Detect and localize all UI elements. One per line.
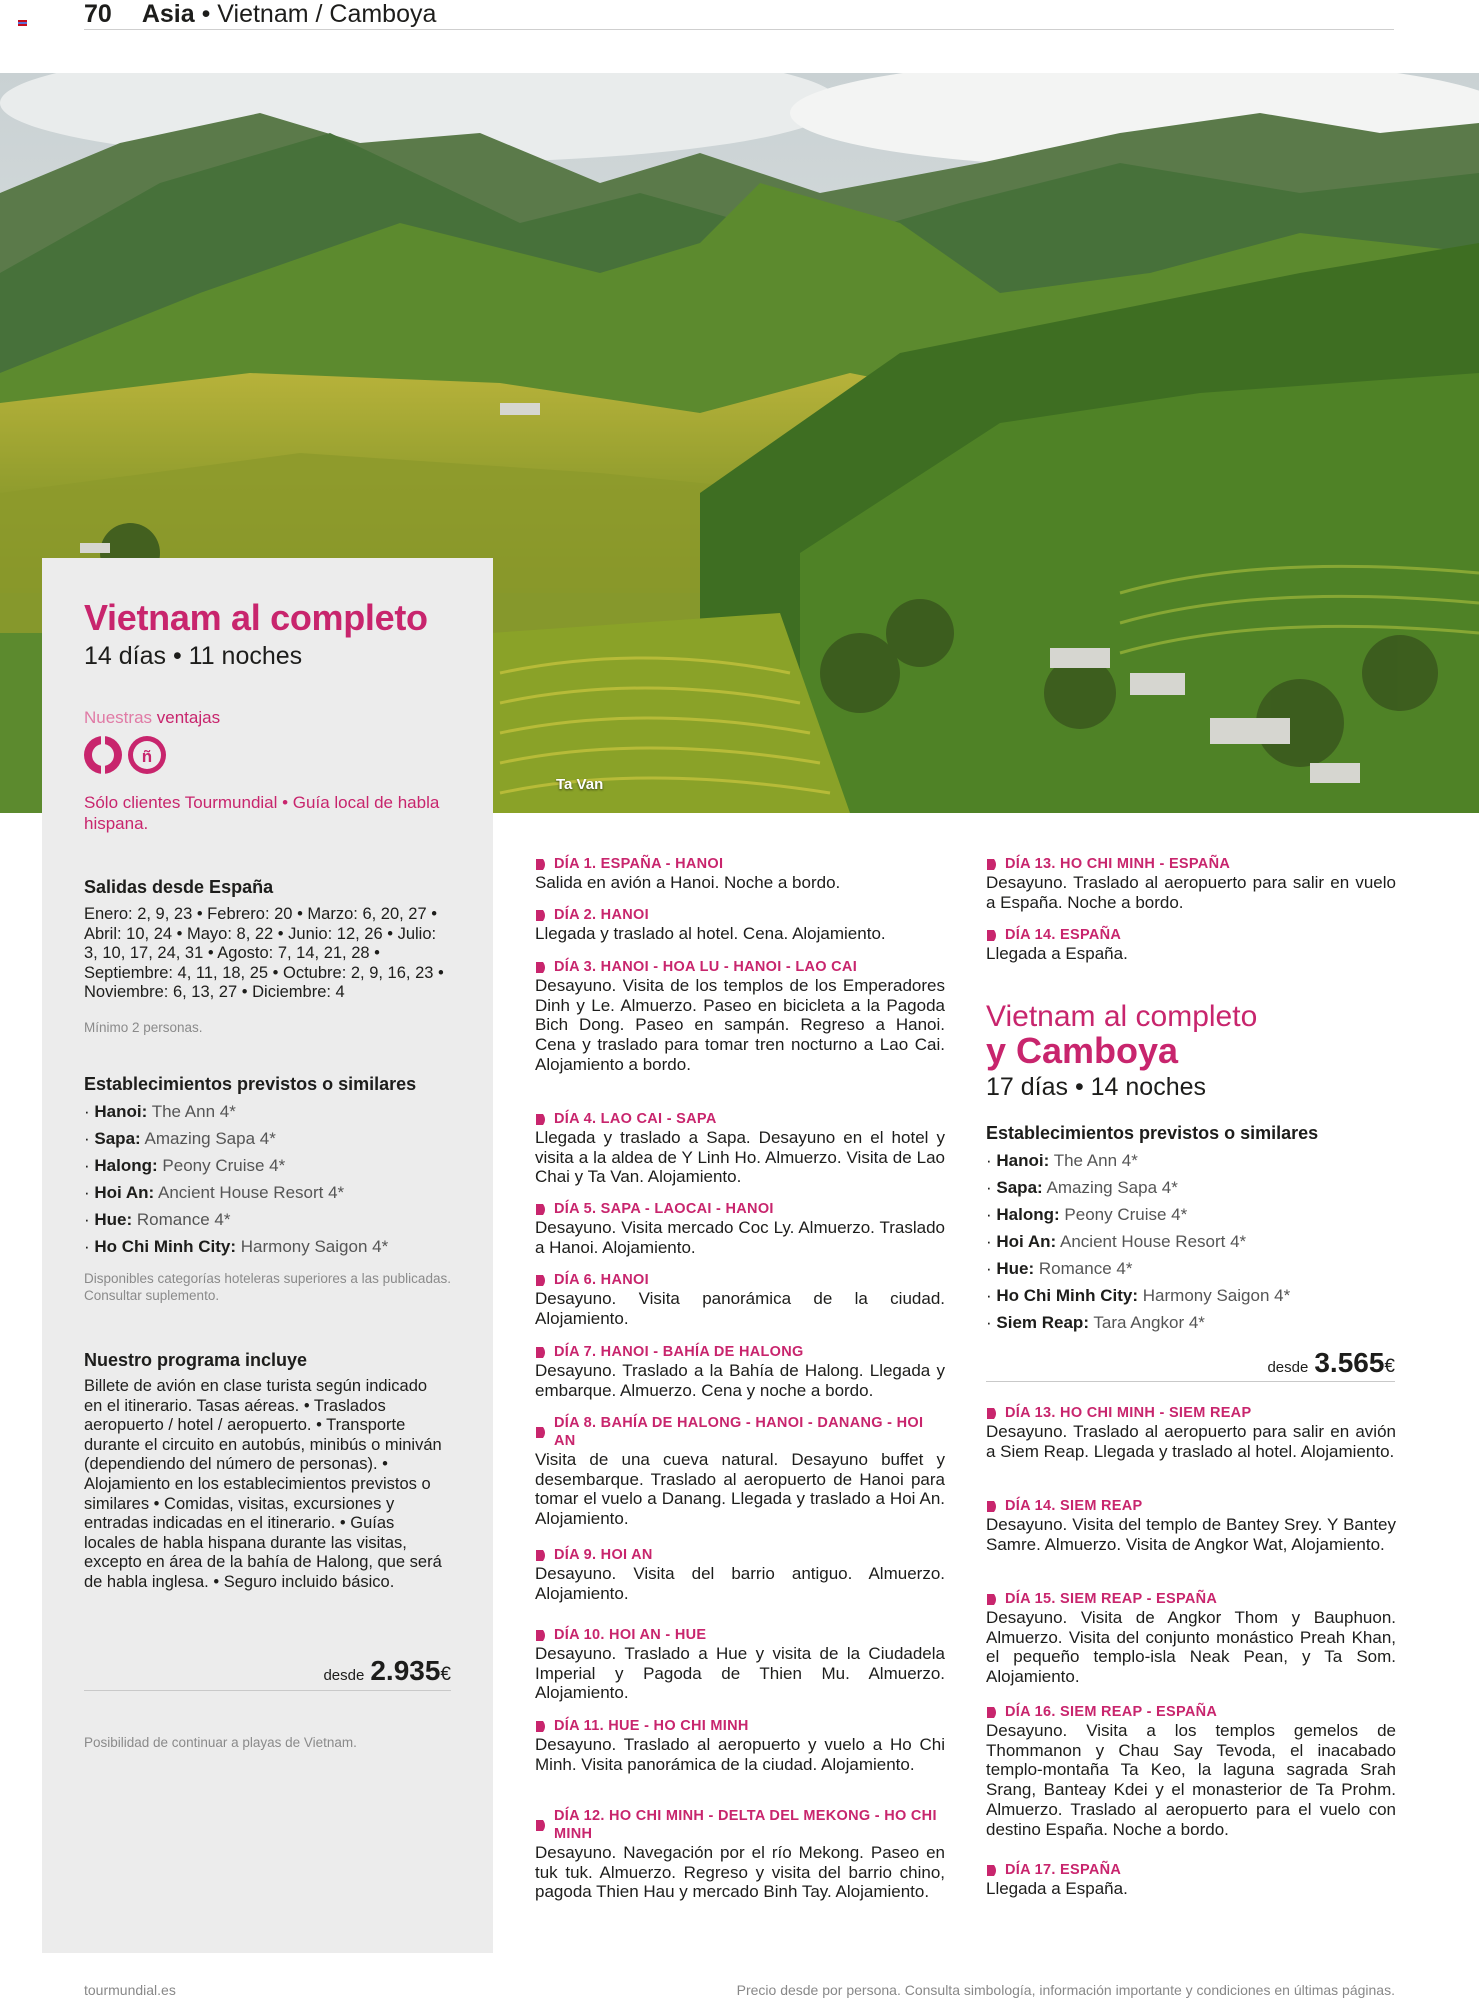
trip-title: Vietnam al completo <box>84 597 428 638</box>
day-description: Desayuno. Traslado al aeropuerto para salir en vuelo a España. Noche a bordo. <box>986 873 1396 912</box>
day-bullet-icon <box>986 1407 999 1420</box>
day-description: Desayuno. Visita de los templos de los Emperadores Dinh y Le. Almuerzo. Paseo en bicicleta a la Pagoda Bich Dong. Paseo en sampán. Regreso a Hanoi. Cena y traslado para tomar tren nocturno a Lao Cai. Alojamiento a bordo. <box>535 976 945 1074</box>
svg-text:ñ: ñ <box>141 747 153 766</box>
itinerary-day <box>535 1546 945 1603</box>
day-title-text: DÍA 14. ESPAÑA <box>1005 927 1122 943</box>
includes-text: Billete de avión en clase turista según indicado en el itinerario. Tasas aéreas. • Traslados aeropuerto / hotel / aeropuerto. • Transporte durante el circuito en autobús, minibús o miniván (dependiendo del número de personas). • Alojamiento en los establecimientos previstos o similares • Comidas, visitas, excursiones y entradas indicadas en el itinerario. • Guías locales de habla hispana durante las visitas, excepto en área de la bahía de Halong, que será de habla inglesa. • Seguro incluido básico. <box>84 1377 442 1591</box>
hotel-name: Amazing Sapa 4* <box>144 1129 276 1148</box>
itinerary-day <box>986 1590 1396 1687</box>
trip2-hotels-list <box>986 1147 1290 1336</box>
day-title-text: DÍA 3. HANOI - HOA LU - HANOI - LAO CAI <box>554 959 858 975</box>
itinerary-day <box>986 1703 1396 1839</box>
day-title <box>535 1626 945 1644</box>
day-description: Desayuno. Traslado al aeropuerto y vuelo a Ho Chi Minh. Visita panorámica de la ciudad. Alojamiento. <box>535 1735 945 1774</box>
day-description: Desayuno. Traslado a Hue y visita de la Ciudadela Imperial y Pagoda de Thien Mu. Almuerzo. Alojamiento. <box>535 1644 945 1703</box>
day-bullet-icon <box>986 1593 999 1606</box>
day-bullet-icon <box>535 961 548 974</box>
day-description: Visita de una cueva natural. Desayuno buffet y desembarque. Traslado al aeropuerto de Hanoi para tomar el vuelo a Danang. Llegada y traslado a Hoi An. Alojamiento. <box>535 1450 945 1529</box>
day-title-text: DÍA 9. HOI AN <box>554 1547 653 1563</box>
day-title-text: DÍA 7. HANOI - BAHÍA DE HALONG <box>554 1344 804 1360</box>
day-bullet-icon <box>535 1274 548 1287</box>
itinerary-day <box>535 1343 945 1400</box>
day-title <box>986 1861 1396 1879</box>
itinerary-day <box>986 1404 1396 1461</box>
header-separator: • <box>201 0 211 28</box>
day-description: Desayuno. Visita del templo de Bantey Srey. Y Bantey Samre. Almuerzo. Visita de Angkor Wat, Alojamiento. <box>986 1515 1396 1554</box>
day-bullet-icon <box>535 1113 548 1126</box>
day-bullet-icon <box>986 1500 999 1513</box>
day-title <box>986 855 1396 873</box>
itinerary-day <box>535 906 945 944</box>
day-title <box>986 1590 1396 1608</box>
day-description: Desayuno. Visita mercado Coc Ly. Almuerzo. Traslado a Hanoi. Alojamiento. <box>535 1218 945 1257</box>
price-value: 3.565 <box>1314 1347 1385 1378</box>
departures-note: Mínimo 2 personas. <box>84 1020 203 1035</box>
trip2-duration: 17 días • 14 noches <box>986 1073 1207 1101</box>
itinerary-day <box>986 926 1396 964</box>
day-description: Desayuno. Visita a los templos gemelos de Thommanon y Chau Say Tevoda, el inacabado templo-montaña Ta Keo, la laguna sagrada Srah Srang, Banteay Kdei y el monasterior de Ta Prohm. Almuerzo. Traslado al aeropuerto para el vuelo con destino España. Noche a bordo. <box>986 1721 1396 1839</box>
day-title <box>535 1343 945 1361</box>
day-bullet-icon <box>535 1203 548 1216</box>
hotel-city: Hue: <box>94 1210 133 1229</box>
hotel-city: Halong: <box>996 1205 1060 1224</box>
departures-heading: Salidas desde España <box>84 877 274 897</box>
hotel-name: Ancient House Resort 4* <box>158 1183 345 1202</box>
day-description: Desayuno. Traslado a la Bahía de Halong. Llegada y embarque. Almuerzo. Cena y noche a bordo. <box>535 1361 945 1400</box>
hotel-item <box>986 1255 1290 1282</box>
hotels-note: Disponibles categorías hoteleras superiores a las publicadas. Consultar suplemento. <box>84 1271 451 1303</box>
day-description: Llegada a España. <box>986 944 1128 963</box>
price-value: 2.935 <box>370 1655 441 1686</box>
hotel-city: Ho Chi Minh City: <box>996 1286 1139 1305</box>
day-description: Desayuno. Visita del barrio antiguo. Almuerzo. Alojamiento. <box>535 1564 945 1603</box>
day-bullet-icon <box>535 1346 548 1359</box>
hotel-item <box>986 1282 1290 1309</box>
price-trip1 <box>323 1655 451 1687</box>
day-title-text: DÍA 13. HO CHI MINH - ESPAÑA <box>1005 856 1231 872</box>
hotel-city: Ho Chi Minh City: <box>94 1237 237 1256</box>
day-description: Desayuno. Visita panorámica de la ciudad. Alojamiento. <box>535 1289 945 1328</box>
day-bullet-icon <box>535 858 548 871</box>
day-title-text: DÍA 14. SIEM REAP <box>1005 1498 1143 1514</box>
divider <box>986 1381 1395 1382</box>
hotel-item <box>986 1309 1290 1336</box>
day-description: Llegada y traslado a Sapa. Desayuno en el hotel y visita a la aldea de Y Linh Ho. Almuerzo. Visita de Lao Chai y Ta Van. Alojamiento. <box>535 1128 945 1187</box>
advantages-icons <box>84 734 168 776</box>
advantages-text: Sólo clientes Tourmundial • Guía local de habla hispana. <box>84 793 440 833</box>
hotel-name: Harmony Saigon 4* <box>1142 1286 1291 1305</box>
day-title <box>986 1497 1396 1515</box>
itinerary-day <box>535 1414 945 1529</box>
hotel-city: Sapa: <box>94 1129 141 1148</box>
hotel-name: The Ann 4* <box>1053 1151 1138 1170</box>
hotel-item <box>986 1201 1290 1228</box>
day-title <box>986 1703 1396 1721</box>
price-prefix: desde <box>1267 1359 1309 1376</box>
itinerary-day <box>535 1626 945 1703</box>
hotel-name: Peony Cruise 4* <box>162 1156 286 1175</box>
day-title-text: DÍA 8. BAHÍA DE HALONG - HANOI - DANANG - HOI AN <box>554 1415 924 1449</box>
day-title <box>535 1807 945 1843</box>
footer-note: Precio desde por persona. Consulta simbología, información importante y condiciones en últimas páginas. <box>736 1982 1395 1998</box>
hotel-item <box>84 1233 388 1260</box>
day-title-text: DÍA 4. LAO CAI - SAPA <box>554 1111 717 1127</box>
hotel-item <box>84 1206 388 1233</box>
day-bullet-icon <box>986 1706 999 1719</box>
hotel-item <box>986 1147 1290 1174</box>
day-description: Llegada y traslado al hotel. Cena. Alojamiento. <box>535 924 886 943</box>
itinerary-day <box>535 1717 945 1774</box>
trip-duration: 14 días • 11 noches <box>84 642 303 670</box>
trip2-hotels-heading: Establecimientos previstos o similares <box>986 1123 1319 1143</box>
day-bullet-icon <box>535 909 548 922</box>
day-title <box>535 1271 945 1289</box>
day-title-text: DÍA 10. HOI AN - HUE <box>554 1627 707 1643</box>
hotel-city: Halong: <box>94 1156 158 1175</box>
day-description: Desayuno. Navegación por el río Mekong. Paseo en tuk tuk. Almuerzo. Regreso y visita del barrio chino, pagoda Thien Hau y mercado Binh Tay. Alojamiento. <box>535 1843 945 1902</box>
hotel-name: Romance 4* <box>1038 1259 1133 1278</box>
day-title <box>535 1717 945 1735</box>
hotels-list <box>84 1098 388 1260</box>
price-trip2 <box>1267 1347 1395 1379</box>
day-title <box>986 926 1396 944</box>
day-title <box>535 855 945 873</box>
day-bullet-icon <box>535 1720 548 1733</box>
day-bullet-icon <box>535 1549 548 1562</box>
price-prefix: desde <box>323 1667 365 1684</box>
includes-heading: Nuestro programa incluye <box>84 1350 308 1370</box>
day-bullet-icon <box>535 1819 548 1832</box>
itinerary-day <box>986 1497 1396 1554</box>
day-description: Desayuno. Visita de Angkor Thom y Bauphuon. Almuerzo. Visita del conjunto monástico Preah Khan, el pequeño templo-isla Neak Pean, y Ta Som. Alojamiento. <box>986 1608 1396 1687</box>
hero-caption: Ta Van <box>556 776 604 793</box>
day-title-text: DÍA 1. ESPAÑA - HANOI <box>554 856 724 872</box>
footer-website[interactable]: tourmundial.es <box>84 1982 176 1998</box>
hotel-name: The Ann 4* <box>151 1102 236 1121</box>
itinerary-day <box>535 1807 945 1902</box>
hotels-heading: Establecimientos previstos o similares <box>84 1074 417 1094</box>
day-title <box>535 906 945 924</box>
hotel-name: Romance 4* <box>136 1210 231 1229</box>
day-title-text: DÍA 6. HANOI <box>554 1272 649 1288</box>
day-title-text: DÍA 17. ESPAÑA <box>1005 1862 1122 1878</box>
hotel-city: Hanoi: <box>94 1102 148 1121</box>
price-currency: € <box>1384 1356 1395 1377</box>
hotel-item <box>84 1152 388 1179</box>
day-title <box>535 1200 945 1218</box>
day-title-text: DÍA 16. SIEM REAP - ESPAÑA <box>1005 1704 1218 1720</box>
trip2-title-line2: y Camboya <box>986 1030 1179 1071</box>
hotel-name: Harmony Saigon 4* <box>240 1237 389 1256</box>
advantages-label-strong: ventajas <box>156 708 221 727</box>
hotel-name: Tara Angkor 4* <box>1093 1313 1205 1332</box>
hotel-city: Siem Reap: <box>996 1313 1089 1332</box>
day-title <box>535 958 945 976</box>
divider <box>84 1690 451 1691</box>
hotel-city: Hoi An: <box>996 1232 1057 1251</box>
itinerary-day <box>986 855 1396 912</box>
day-title-text: DÍA 2. HANOI <box>554 907 649 923</box>
day-description: Salida en avión a Hanoi. Noche a bordo. <box>535 873 841 892</box>
hotel-item <box>84 1179 388 1206</box>
itinerary-day <box>986 1861 1396 1899</box>
hotel-name: Ancient House Resort 4* <box>1060 1232 1247 1251</box>
trip2-title-line1: Vietnam al completo <box>986 1000 1258 1033</box>
day-bullet-icon <box>986 1864 999 1877</box>
advantages-label <box>84 708 220 728</box>
itinerary-day <box>535 1200 945 1257</box>
departures-text: Enero: 2, 9, 23 • Febrero: 20 • Marzo: 6, 20, 27 • Abril: 10, 24 • Mayo: 8, 22 • Junio: 12, 26 • Julio: 3, 10, 17, 24, 31 • Agosto: 7, 14, 21, 28 • Septiembre: 4, 11, 18, 25 • Octubre: 2, 9, 16, 23 • Noviembre: 6, 13, 27 • Diciembre: 4 <box>84 905 444 1002</box>
itinerary-day <box>535 1110 945 1187</box>
price-currency: € <box>440 1664 451 1685</box>
hotel-item <box>84 1098 388 1125</box>
page-header <box>84 0 1394 30</box>
hotel-item <box>986 1228 1290 1255</box>
hotel-item <box>84 1125 388 1152</box>
day-title-text: DÍA 15. SIEM REAP - ESPAÑA <box>1005 1591 1218 1607</box>
spanish-guide-icon <box>128 736 166 774</box>
beach-note: Posibilidad de continuar a playas de Vietnam. <box>84 1735 357 1750</box>
day-description: Desayuno. Traslado al aeropuerto para salir en avión a Siem Reap. Llegada y traslado al hotel. Alojamiento. <box>986 1422 1396 1461</box>
hotel-item <box>986 1174 1290 1201</box>
region-label: Asia <box>141 0 195 28</box>
day-bullet-icon <box>986 929 999 942</box>
itinerary-day <box>535 1271 945 1328</box>
day-description: Llegada a España. <box>986 1879 1128 1898</box>
destination-label: Vietnam / Camboya <box>217 0 437 28</box>
flag-icon <box>18 20 27 26</box>
day-title-text: DÍA 13. HO CHI MINH - SIEM REAP <box>1005 1405 1252 1421</box>
hotel-name: Amazing Sapa 4* <box>1046 1178 1178 1197</box>
hotel-city: Hue: <box>996 1259 1035 1278</box>
day-title <box>535 1546 945 1564</box>
itinerary-day <box>535 855 945 893</box>
itinerary-day <box>535 958 945 1075</box>
day-bullet-icon <box>535 1426 548 1439</box>
day-bullet-icon <box>986 858 999 871</box>
day-title <box>535 1414 945 1450</box>
day-bullet-icon <box>535 1629 548 1642</box>
day-title-text: DÍA 5. SAPA - LAOCAI - HANOI <box>554 1201 774 1217</box>
exclusive-client-icon <box>84 736 122 774</box>
hotel-name: Peony Cruise 4* <box>1064 1205 1188 1224</box>
hotel-city: Hoi An: <box>94 1183 155 1202</box>
hotel-city: Sapa: <box>996 1178 1043 1197</box>
day-title <box>535 1110 945 1128</box>
day-title <box>986 1404 1396 1422</box>
advantages-label-light: Nuestras <box>84 708 153 727</box>
day-title-text: DÍA 12. HO CHI MINH - DELTA DEL MEKONG - HO CHI MINH <box>554 1808 937 1842</box>
day-title-text: DÍA 11. HUE - HO CHI MINH <box>554 1718 749 1734</box>
page-number: 70 <box>84 0 112 28</box>
hotel-city: Hanoi: <box>996 1151 1050 1170</box>
